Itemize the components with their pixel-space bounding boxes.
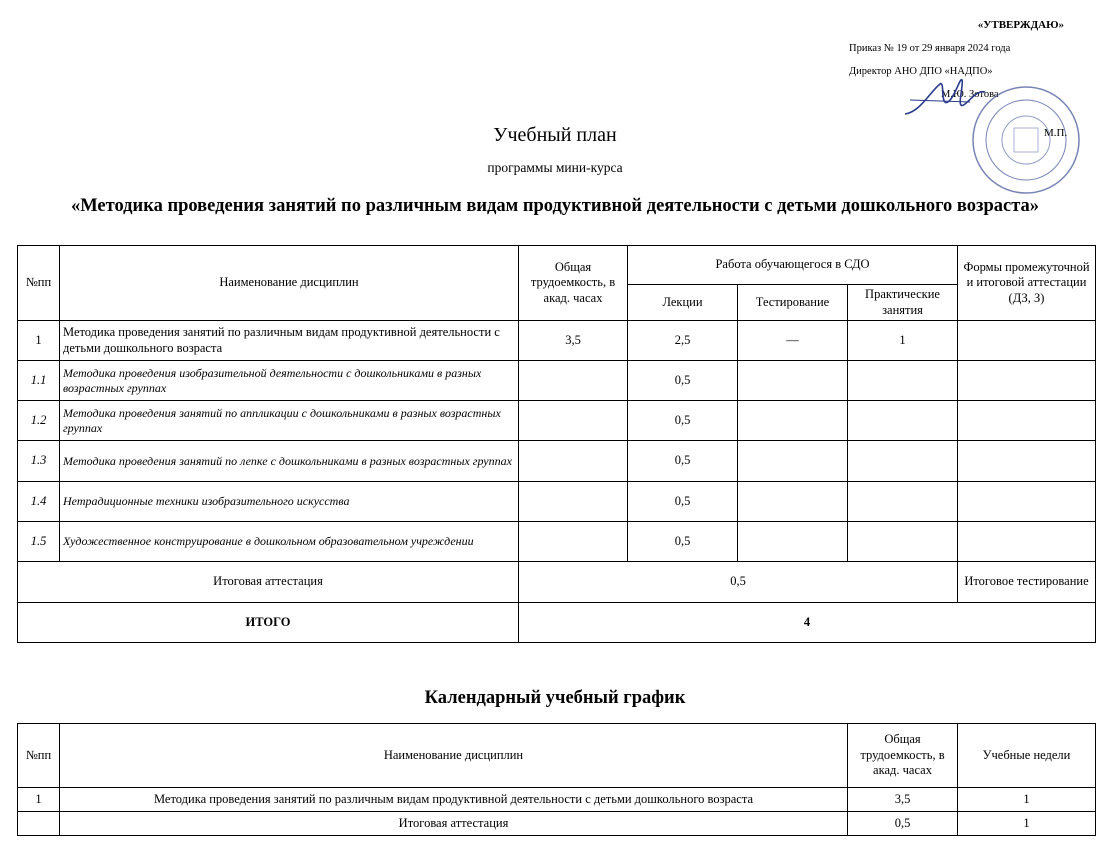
- row-name: Методика проведения занятий по различным видам продуктивной деятельности с детьми дошкольного возраста: [60, 788, 848, 812]
- row-num: 1.2: [18, 401, 60, 441]
- header-name: Наименование дисциплин: [60, 724, 848, 788]
- row-forms: [958, 401, 1096, 441]
- header-practice: Практические занятия: [848, 285, 958, 321]
- row-num: [18, 812, 60, 836]
- row-num: 1.5: [18, 522, 60, 562]
- row-num: 1: [18, 788, 60, 812]
- page-title: Учебный план: [493, 124, 617, 146]
- header-num: №пп: [18, 724, 60, 788]
- row-week: 1: [958, 788, 1096, 812]
- row-hours: 0,5: [848, 812, 958, 836]
- row-testing: [738, 441, 848, 482]
- row-forms: [958, 441, 1096, 482]
- table-header-row: [18, 246, 1096, 285]
- calendar-table: [17, 723, 1096, 836]
- row-name: Нетрадиционные техники изобразительного искусства: [60, 482, 519, 522]
- header-num: №пп: [18, 246, 60, 321]
- row-name: Художественное конструирование в дошкольном образовательном учреждении: [60, 522, 519, 562]
- calendar-title: Календарный учебный график: [424, 688, 686, 708]
- table-row: [18, 522, 1096, 562]
- header-forms: Формы промежуточной и итоговой аттестации (ДЗ, З): [958, 246, 1096, 321]
- row-name: Методика проведения изобразительной деятельности с дошкольниками в разных возрастных группах: [60, 361, 519, 401]
- header-testing: Тестирование: [738, 285, 848, 321]
- final-hours: 0,5: [519, 562, 958, 603]
- page-subtitle: программы мини-курса: [487, 160, 623, 175]
- row-forms: [958, 361, 1096, 401]
- final-attestation-row: [18, 562, 1096, 603]
- row-lectures: 0,5: [628, 482, 738, 522]
- table-row: [18, 361, 1096, 401]
- course-title: «Методика проведения занятий по различным видам продуктивной деятельности с детьми дошкольного возраста»: [70, 196, 1040, 216]
- table-row: [18, 812, 1096, 836]
- header-weeks: Учебные недели: [958, 724, 1096, 788]
- row-name: Методика проведения занятий по аппликации с дошкольниками в разных возрастных группах: [60, 401, 519, 441]
- total-row: [18, 603, 1096, 643]
- row-num: 1.3: [18, 441, 60, 482]
- approval-position: Директор АНО ДПО «НАДПО»: [849, 66, 993, 77]
- row-lectures: 0,5: [628, 522, 738, 562]
- row-total: [519, 482, 628, 522]
- row-name: Методика проведения занятий по различным видам продуктивной деятельности с детьми дошкольного возраста: [60, 321, 519, 361]
- row-testing: [738, 482, 848, 522]
- table-header-row: [18, 724, 1096, 788]
- approval-title: «УТВЕРЖДАЮ»: [977, 19, 1064, 31]
- row-week: 1: [958, 812, 1096, 836]
- row-total: [519, 401, 628, 441]
- row-name: Итоговая аттестация: [60, 812, 848, 836]
- row-practice: [848, 522, 958, 562]
- row-name: Методика проведения занятий по лепке с дошкольниками в разных возрастных группах: [60, 441, 519, 482]
- row-practice: 1: [848, 321, 958, 361]
- row-total: [519, 522, 628, 562]
- row-forms: [958, 321, 1096, 361]
- row-forms: [958, 482, 1096, 522]
- table-row: [18, 482, 1096, 522]
- row-total: 3,5: [519, 321, 628, 361]
- row-practice: [848, 361, 958, 401]
- row-total: [519, 361, 628, 401]
- header-total: Общая трудоемкость, в акад. часах: [519, 246, 628, 321]
- row-practice: [848, 441, 958, 482]
- row-hours: 3,5: [848, 788, 958, 812]
- total-label: ИТОГО: [18, 603, 519, 643]
- header-lectures: Лекции: [628, 285, 738, 321]
- row-forms: [958, 522, 1096, 562]
- header-total: Общая трудоемкость, в акад. часах: [848, 724, 958, 788]
- row-testing: [738, 361, 848, 401]
- final-form: Итоговое тестирование: [958, 562, 1096, 603]
- final-label: Итоговая аттестация: [18, 562, 519, 603]
- table-row: [18, 441, 1096, 482]
- row-lectures: 2,5: [628, 321, 738, 361]
- row-num: 1: [18, 321, 60, 361]
- approval-order: Приказ № 19 от 29 января 2024 года: [849, 43, 1011, 54]
- row-total: [519, 441, 628, 482]
- table-row: [18, 321, 1096, 361]
- row-lectures: 0,5: [628, 401, 738, 441]
- row-practice: [848, 482, 958, 522]
- row-lectures: 0,5: [628, 361, 738, 401]
- row-practice: [848, 401, 958, 441]
- header-work: Работа обучающегося в СДО: [628, 246, 958, 285]
- table-row: [18, 401, 1096, 441]
- row-testing: [738, 522, 848, 562]
- header-name: Наименование дисциплин: [60, 246, 519, 321]
- approval-director: М.Ю. Зотова: [941, 89, 999, 100]
- row-num: 1.1: [18, 361, 60, 401]
- row-testing: [738, 401, 848, 441]
- total-hours: 4: [519, 603, 1096, 643]
- stamp-mark: М.П.: [1044, 127, 1068, 139]
- row-testing: —: [738, 321, 848, 361]
- curriculum-table: [17, 245, 1096, 643]
- table-row: [18, 788, 1096, 812]
- row-lectures: 0,5: [628, 441, 738, 482]
- row-num: 1.4: [18, 482, 60, 522]
